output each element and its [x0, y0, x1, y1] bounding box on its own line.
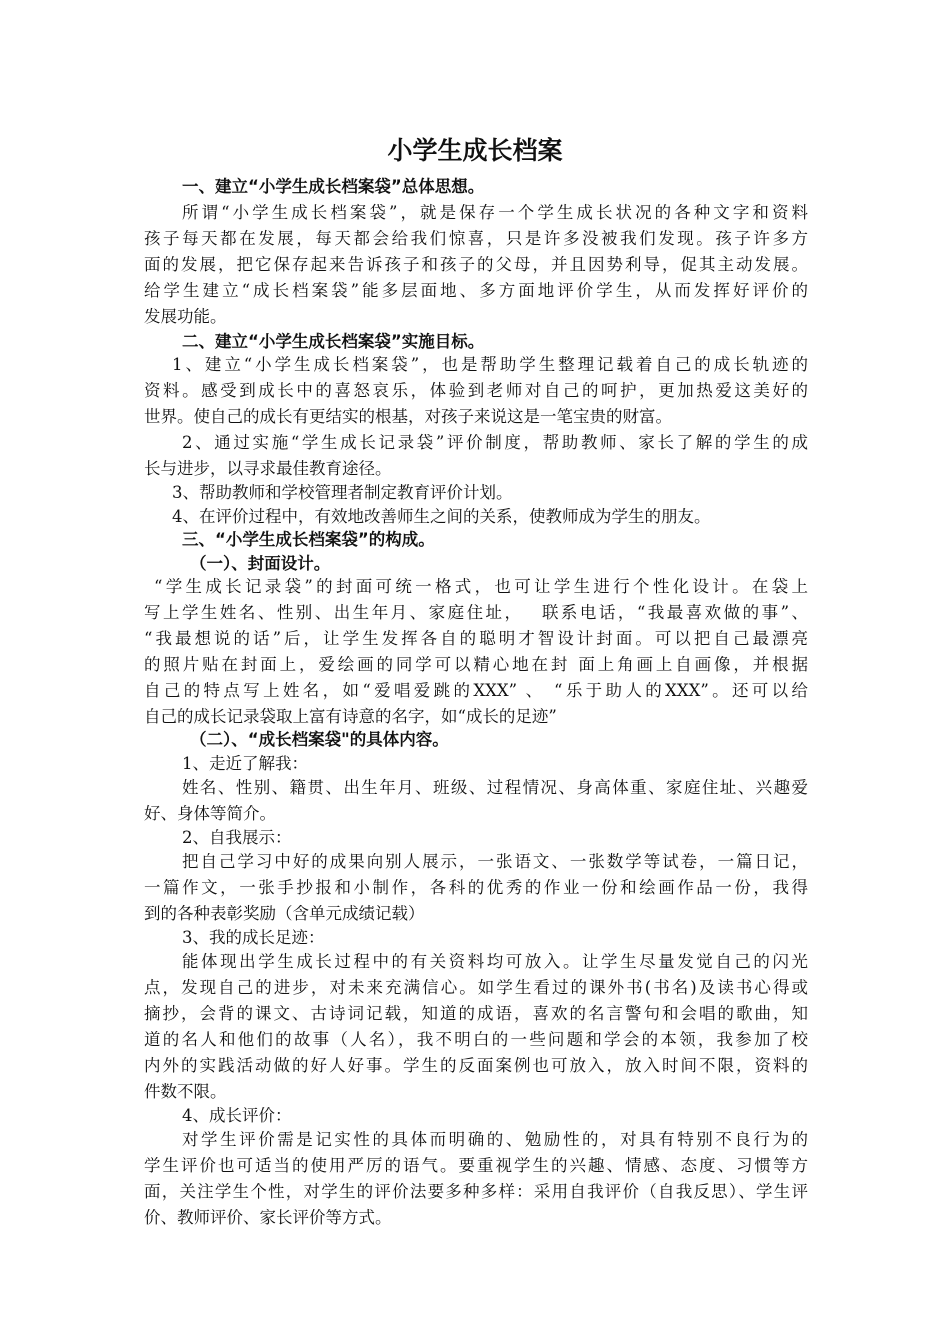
paragraph-line: 1、建立“小学生成长档案袋”，也是帮助学生整理记载着自己的成长轨迹的 — [172, 355, 808, 374]
paragraph-line: 好、身体等简介。 — [144, 804, 276, 823]
paragraph-line: 孩子每天都在发展，每天都会给我们惊喜，只是许多没被我们发现。孩子许多方 — [144, 229, 808, 248]
paragraph-line: 2、通过实施“学生成长记录袋”评价制度，帮助教师、家长了解的学生的成 — [182, 433, 808, 452]
paragraph-line: 件数不限。 — [144, 1082, 227, 1101]
subsection-heading-cover: （一）、封面设计。 — [190, 554, 331, 573]
paragraph-line: 姓名、性别、籍贯、出生年月、班级、过程情况、身高体重、家庭住址、兴趣爱 — [182, 778, 808, 797]
paragraph-line: 写上学生姓名、性别、出生年月、家庭住址， 联系电话，“我最喜欢做的事”、 — [144, 603, 808, 622]
paragraph-line: 把自己学习中好的成果向别人展示，一张语文、一张数学等试卷，一篇日记， — [182, 852, 808, 871]
paragraph-line: 点，发现自己的进步，对未来充满信心。如学生看过的课外书(书名)及读书心得或 — [144, 978, 808, 997]
item-heading: 3、我的成长足迹： — [182, 928, 325, 947]
paragraph-line: 价、教师评价、家长评价等方式。 — [144, 1208, 392, 1227]
paragraph-line: 到的各种表彰奖励（含单元成绩记载） — [144, 904, 425, 923]
section-heading-1: 一、建立“小学生成长档案袋”总体思想。 — [182, 177, 485, 196]
paragraph-line: 道的名人和他们的故事（人名），我不明白的一些问题和学会的本领，我参加了校 — [144, 1030, 808, 1049]
page-title: 小学生成长档案 — [387, 136, 563, 165]
item-heading: 4、成长评价： — [182, 1106, 292, 1125]
paragraph-line: 发展功能。 — [144, 307, 227, 326]
item-heading: 1、走近了解我： — [182, 754, 308, 773]
subsection-heading-contents: （二）、“成长档案袋"的具体内容。 — [190, 730, 449, 749]
item-heading: 2、自我展示： — [182, 828, 292, 847]
section-heading-2: 二、建立“小学生成长档案袋”实施目标。 — [182, 332, 485, 351]
paragraph-line: 4、在评价过程中，有效地改善师生之间的关系，使教师成为学生的朋友。 — [172, 507, 711, 526]
paragraph-line: 对学生评价需是记实性的具体而明确的、勉励性的，对具有特别不良行为的 — [182, 1130, 808, 1149]
paragraph-line: 摘抄，会背的课文、古诗词记载，知道的成语，喜欢的名言警句和会唱的歌曲，知 — [144, 1004, 808, 1023]
paragraph-line: 世界。使自己的成长有更结实的根基，对孩子来说这是一笔宝贵的财富。 — [144, 407, 672, 426]
paragraph-line: 一篇作文，一张手抄报和小制作，各科的优秀的作业一份和绘画作品一份，我得 — [144, 878, 808, 897]
paragraph-line: 能体现出学生成长过程中的有关资料均可放入。让学生尽量发觉自己的闪光 — [182, 952, 808, 971]
paragraph-line: 自己的特点写上姓名，如“爱唱爱跳的XXX” 、 “乐于助人的XXX”。还可以给 — [144, 681, 808, 700]
paragraph-line: 3、帮助教师和学校管理者制定教育评价计划。 — [172, 483, 513, 502]
paragraph-line: 内外的实践活动做的好人好事。学生的反面案例也可放入，放入时间不限，资料的 — [144, 1056, 808, 1075]
paragraph-line: 给学生建立“成长档案袋”能多层面地、多方面地评价学生，从而发挥好评价的 — [144, 281, 808, 300]
paragraph-line: 的照片贴在封面上，爱绘画的同学可以精心地在封 面上角画上自画像，并根据 — [144, 655, 808, 674]
section-heading-3: 三、“小学生成长档案袋”的构成。 — [182, 530, 435, 549]
paragraph-line: “我最想说的话”后，让学生发挥各自的聪明才智设计封面。可以把自己最漂亮 — [144, 629, 808, 648]
paragraph-line: 面的发展，把它保存起来告诉孩子和孩子的父母，并且因势利导，促其主动发展。 — [144, 255, 808, 274]
paragraph-line: 自己的成长记录袋取上富有诗意的名字，如“成长的足迹” — [144, 707, 557, 726]
paragraph-line: 长与进步，以寻求最佳教育途径。 — [144, 459, 392, 478]
paragraph-line: 学生评价也可适当的使用严厉的语气。要重视学生的兴趣、情感、态度、习惯等方 — [144, 1156, 808, 1175]
paragraph-line: “学生成长记录袋”的封面可统一格式，也可让学生进行个性化设计。在袋上 — [154, 577, 808, 596]
paragraph-line: 资料。感受到成长中的喜怒哀乐，体验到老师对自己的呵护，更加热爱这美好的 — [144, 381, 808, 400]
paragraph-line: 所谓“小学生成长档案袋”，就是保存一个学生成长状况的各种文字和资料 — [182, 203, 808, 222]
paragraph-line: 面，关注学生个性，对学生的评价法要多种多样：采用自我评价（自我反思）、学生评 — [144, 1182, 808, 1201]
